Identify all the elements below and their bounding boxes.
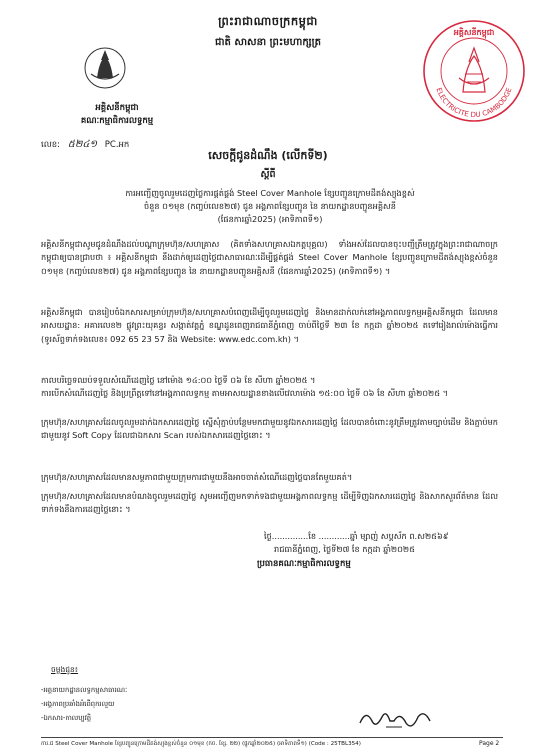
reference-label: លេខ:: [41, 140, 61, 150]
kingdom-heading: ព្រះរាជាណាចក្រកម្ពុជា: [218, 14, 318, 28]
notice-subject-heading: ស្តីពី: [260, 169, 276, 180]
paragraph-announcement: អគ្គិសនីកម្ពុជាសូមជូនដំណឹងដល់បណ្តាក្រុមហ៊ុន/សហគ្រាស (គិតទាំងសហគ្រាសឯកត្តបុគ្គល) ទាំងអស់ដែលបានចុះបញ្ជីត្រឹមត្រូវក្នុងព្រះរាជាណាចក្រកម្ពុជាឲ្យបានជ្រាបថា ៖ អគ្គិសនីកម្ពុជា នឹងដាក់ឲ្យដេញថ្លៃជាសាធារណៈដើម្បីផ្គត់ផ្គង់ Steel Cover Manhole ខ្សែបញ្ជូនក្រោមដីតង់ស្យុងខ្ពស់ចំនួន ០១មុខ (កញ្ចប់លេខ២៧) ជូន អង្គភាពខ្សែបញ្ជូន នៃ នាយកដ្ឋានបញ្ជូនអគ្គិសនី (ផែនការឆ្នាំ2025) (អាទិភាពទី១) ។: [41, 239, 498, 276]
notice-subject: [80, 187, 460, 227]
cc-item: -អគ្គនាយកដ្ឋានលទ្ធកម្មសាធារណៈ: [41, 686, 128, 694]
paragraph-contact: ក្រុមហ៊ុន/សហគ្រាសដែលមានបំណងចូលរួមដេញថ្លៃ សូមអញ្ជើញមកទាក់ទងជាមួយអង្គភាពលទ្ធកម្ម ដើម្បីទិញឯកសារដេញថ្លៃ និងសាកសួរព័ត៌មាន ដែលទាក់ទងនឹងការដេញថ្លៃនោះ ។: [41, 491, 498, 515]
page-number: Page 2: [479, 740, 500, 747]
seal-top-text: អគ្គិសនីកម្ពុជា: [453, 28, 495, 37]
notice-title: សេចក្តីជូនដំណឹង (លើកទី២): [208, 149, 328, 162]
handwritten-signature: [356, 703, 436, 733]
cc-item: -អង្គភាពប្រឆាំងអំពើពុករលួយ: [41, 700, 115, 708]
organization-name: អគ្គិសនីកម្ពុជា: [95, 103, 139, 113]
edc-logo-icon: [77, 40, 133, 90]
organization-block: [47, 102, 187, 128]
seal-ring-text: ELECTRICITE DU CAMBODGE: [434, 86, 514, 120]
official-seal-icon: [421, 18, 527, 124]
paragraph-bidding-documents: អគ្គិសនីកម្ពុជា បានរៀបចំឯកសារសម្រាប់ក្រុមហ៊ុន/សហគ្រាសបំពេញដើម្បីចូលរួមដេញថ្លៃ និងមានដាក់លក់នៅអង្គភាពលទ្ធកម្មអគ្គិសនីកម្ពុជា ដែលមានអាសយដ្ឋាន: អគារលេខ២ ផ្លូវព្រះយុគន្ធរ សង្កាត់វត្តភ្នំ ខណ្ឌដូនពេញរាជធានីភ្នំពេញ ចាប់ពីថ្ងៃទី ២៣ ខែ កក្កដា ឆ្នាំ២០២៥ តទៅរៀងរាល់ម៉ោងធ្វើការ (ទូរស័ព្ទទាក់ទងលេខ៖ 092 65 23 57 និង Website: www.edc.com.kh) ។: [41, 307, 498, 344]
procurement-committee: គណៈកម្មាធិការលទ្ធកម្ម: [80, 116, 154, 126]
paragraph-requirements: ក្រុមហ៊ុន/សហគ្រាសដែលចូលរួមដាក់ឯកសារដេញថ្លៃ ស្នើសុំភ្ជាប់បន្ថែមមកជាមួយនូវឯកសារដេញថ្លៃ ដែលបានចំពោះនូវត្រឹមត្រូវតាមច្បាប់ដើម និងភ្ជាប់មកជាមួយនូវ Soft Copy ដែលជាឯកសារ Scan របស់ឯកសារដេញថ្លៃនោះ ។: [41, 417, 498, 441]
subject-line: ការអញ្ជើញចូលរួមដេញថ្លៃការផ្គត់ផ្គង់ Steel Cover Manhole ខ្សែបញ្ជូនក្រោមដីតង់ស្យុងខ្ពស់: [125, 188, 415, 198]
cc-heading: ចម្លងជូន៖: [51, 665, 79, 674]
signer-title: ប្រធានគណៈកម្មាធិការលទ្ធកម្ម: [257, 559, 351, 569]
national-motto: ជាតិ សាសនា ព្រះមហាក្សត្រ: [215, 37, 321, 48]
reference-value: ៥២៤១: [67, 139, 98, 150]
subject-line: (ផែនការឆ្នាំ2025) (អាទិភាពទី១): [217, 214, 323, 225]
paragraph-deadline: កាលបរិច្ឆេទឈប់ទទួលសំណើដេញថ្លៃ នៅម៉ោង ១៤:០០ ថ្ងៃទី ០៦ ខែ សីហា ឆ្នាំ២០២៥ ។: [41, 375, 316, 385]
footer-divider: [41, 737, 503, 738]
footer-text: ការ.ជ Steel Cover Manhole ខ្សែបញ្ជូនក្រោមដីតង់ស្យុងខ្ពស់ចំនួន ០១មុខ (កច. ខ្សែ. ២២) (ផ្ទុកឆ្នាំ២០២៥) (អាទិភាពទី១) (Code : 25TBL354): [41, 741, 361, 747]
subject-line: ចំនួន ០១មុខ (កញ្ចប់លេខ២៧) ជូន អង្គភាពខ្សែបញ្ជូន នៃ នាយកដ្ឋានបញ្ជូនអគ្គិសនី: [143, 201, 397, 212]
cc-item: -ឯកសារ-កាលប្បវត្តិ: [41, 714, 92, 722]
lunar-date: ថ្ងៃ..............ខែ ............ឆ្នាំ ម្សាញ់ សប្តស័ក ព.ស២៥៦៩: [264, 531, 449, 541]
solar-date: រាជធានីភ្នំពេញ, ថ្ងៃទី២៧ ខែ កក្កដា ឆ្នាំ២០២៥: [274, 544, 415, 554]
paragraph-single-bid: ក្រុមហ៊ុន/សហគ្រាសដែលមានសម្ថភាពជាមួយក្រុមការជាមួយនឹងអាចចាត់សំណើដេញថ្លៃបានតែមួយគត់។: [41, 472, 353, 482]
reference-suffix: PC.អក: [104, 140, 130, 150]
paragraph-opening: ការបើកសំណើដេញថ្លៃ និងប្រព្រឹត្តទៅនៅអង្គភាពលទ្ធកម្ម តាមអាសយដ្ឋានខាងលើវេលាម៉ោង ១៥:០០ ថ្ងៃទី ០៦ ខែ សីហា ឆ្នាំ២០២៥ ។: [41, 388, 449, 398]
